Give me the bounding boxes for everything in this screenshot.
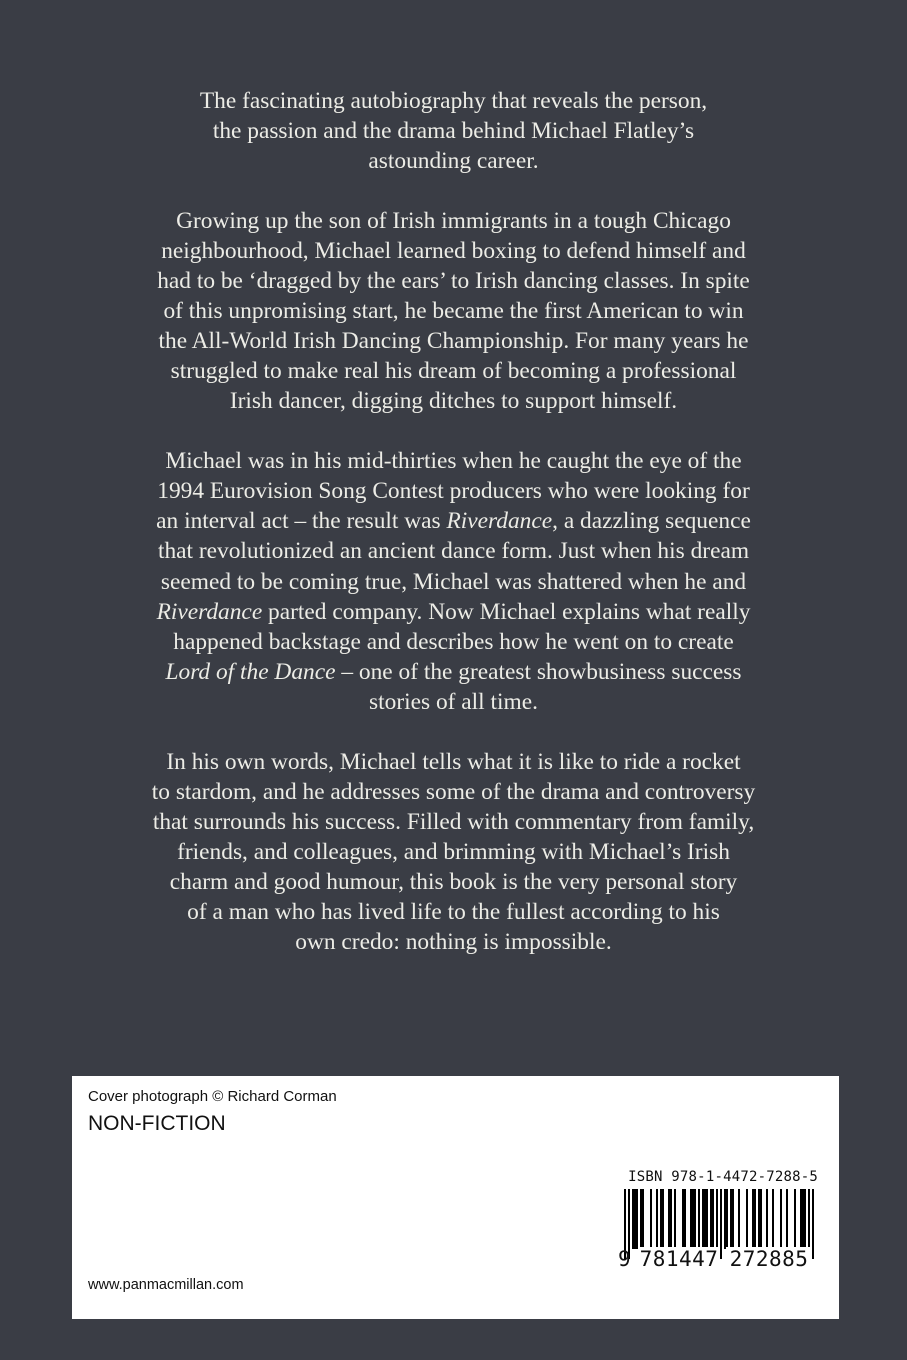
blurb-paragraph-1 [100, 86, 807, 176]
barcode-bar [800, 1189, 802, 1249]
barcode-bar [794, 1189, 796, 1249]
barcode-bar [780, 1189, 782, 1249]
blurb-line: seemed to be coming true, Michael was shattered when he and [160, 568, 747, 595]
publisher-website: www.panmacmillan.com [88, 1277, 244, 1293]
blurb-line: that surrounds his success. Filled with commentary from family, [152, 808, 755, 835]
barcode-bar [746, 1189, 748, 1249]
blurb-line: struggled to make real his dream of becoming a professional [170, 358, 737, 385]
barcode-bar [802, 1189, 804, 1249]
barcode-bar [698, 1189, 700, 1249]
barcode-bar [724, 1189, 726, 1249]
barcode-bar [732, 1189, 734, 1249]
barcode-bar [754, 1189, 756, 1249]
blurb-line: Michael was in his mid-thirties when he caught the eye of the [165, 448, 742, 475]
barcode-bar [674, 1189, 676, 1249]
barcode-bar [660, 1189, 662, 1249]
blurb-paragraph-3 [100, 446, 807, 717]
blurb-line: of a man who has lived life to the fullest according to his [187, 899, 720, 926]
barcode-left-digits: 781447 [639, 1247, 719, 1271]
riverdance-title: Riverdance [446, 508, 553, 535]
blurb-line: happened backstage and describes how he went on to create [173, 628, 734, 655]
blurb-line: the All-World Irish Dancing Championship. For many years he [158, 328, 749, 355]
barcode-bar [738, 1189, 740, 1249]
barcode-bar [670, 1189, 672, 1249]
info-panel [72, 1076, 839, 1319]
blurb-paragraph-2 [100, 206, 807, 417]
barcode-bar [656, 1189, 658, 1249]
blurb-line: that revolutionized an ancient dance form. Just when his dream [157, 538, 750, 565]
barcode-bar [730, 1189, 732, 1249]
barcode-bar [692, 1189, 694, 1249]
barcode-bar [758, 1189, 760, 1249]
blurb-line: parted company. Now Michael explains what really [262, 598, 751, 625]
blurb-line: In his own words, Michael tells what it is like to ride a rocket [166, 748, 741, 775]
blurb-line: , a dazzling sequence [552, 508, 751, 535]
barcode-bar [786, 1189, 788, 1249]
barcode-bar [650, 1189, 652, 1249]
barcode-bar [702, 1189, 704, 1249]
barcode-bar [766, 1189, 768, 1249]
barcode-bar [752, 1189, 754, 1249]
blurb-line: of this unpromising start, he became the first American to win [163, 298, 744, 325]
barcode-bar [812, 1189, 814, 1259]
barcode-bar [642, 1189, 644, 1249]
barcode-bar [662, 1189, 664, 1249]
barcode-bar [690, 1189, 692, 1249]
barcode-bar [668, 1189, 670, 1249]
blurb-paragraph-4 [100, 747, 807, 958]
blurb-line: stories of all time. [369, 688, 538, 715]
blurb-line: neighbourhood, Michael learned boxing to defend himself and [161, 237, 746, 264]
barcode-bar [712, 1189, 714, 1249]
isbn-text: ISBN 978-1-4472-7288-5 [628, 1169, 818, 1185]
barcode-bar [804, 1189, 806, 1249]
barcode-bar [772, 1189, 774, 1249]
barcode-bar [640, 1189, 642, 1249]
barcode-bar [694, 1189, 696, 1249]
blurb-line: The fascinating autobiography that reveals the person, [199, 88, 708, 114]
blurb-line: charm and good humour, this book is the very personal story [169, 868, 738, 895]
blurb-line: to stardom, and he addresses some of the drama and controversy [151, 778, 756, 805]
photo-credit: Cover photograph © Richard Corman [88, 1088, 337, 1105]
blurb-line: astounding career. [368, 148, 539, 175]
barcode-block [620, 1169, 818, 1279]
blurb-line: own credo: nothing is impossible. [295, 929, 612, 956]
barcode-bar [636, 1189, 638, 1249]
blurb-line: the passion and the drama behind Michael Flatley’s [212, 118, 695, 145]
barcode-bar [684, 1189, 686, 1249]
barcode-bar [760, 1189, 762, 1249]
category-label: NON-FICTION [88, 1112, 226, 1135]
blurb-line: an interval act – the result was [156, 508, 447, 535]
blurb-line: Growing up the son of Irish immigrants in a tough Chicago [176, 207, 731, 234]
blurb-line: had to be ‘dragged by the ears’ to Irish dancing classes. In spite [157, 268, 750, 295]
barcode-bar [682, 1189, 684, 1249]
lord-of-the-dance-title: Lord of the Dance [165, 658, 336, 685]
riverdance-title: Riverdance [156, 598, 263, 625]
blurb-line: 1994 Eurovision Song Contest producers who were looking for [157, 478, 750, 505]
blurb-line: Irish dancer, digging ditches to support himself. [229, 388, 678, 415]
barcode-bar [704, 1189, 706, 1249]
barcode-bar [706, 1189, 708, 1249]
barcode-bar [720, 1189, 722, 1259]
barcode-bar [710, 1189, 712, 1249]
blurb-line: friends, and colleagues, and brimming with Michael’s Irish [177, 838, 730, 865]
back-cover-blurb [100, 86, 807, 987]
barcode-bar [726, 1189, 728, 1249]
barcode-bar [634, 1189, 636, 1249]
blurb-line: – one of the greatest showbusiness success [335, 658, 742, 685]
barcode-bar [632, 1189, 634, 1249]
barcode-first-digit: 9 [618, 1247, 631, 1271]
barcode-right-digits: 272885 [726, 1247, 812, 1271]
